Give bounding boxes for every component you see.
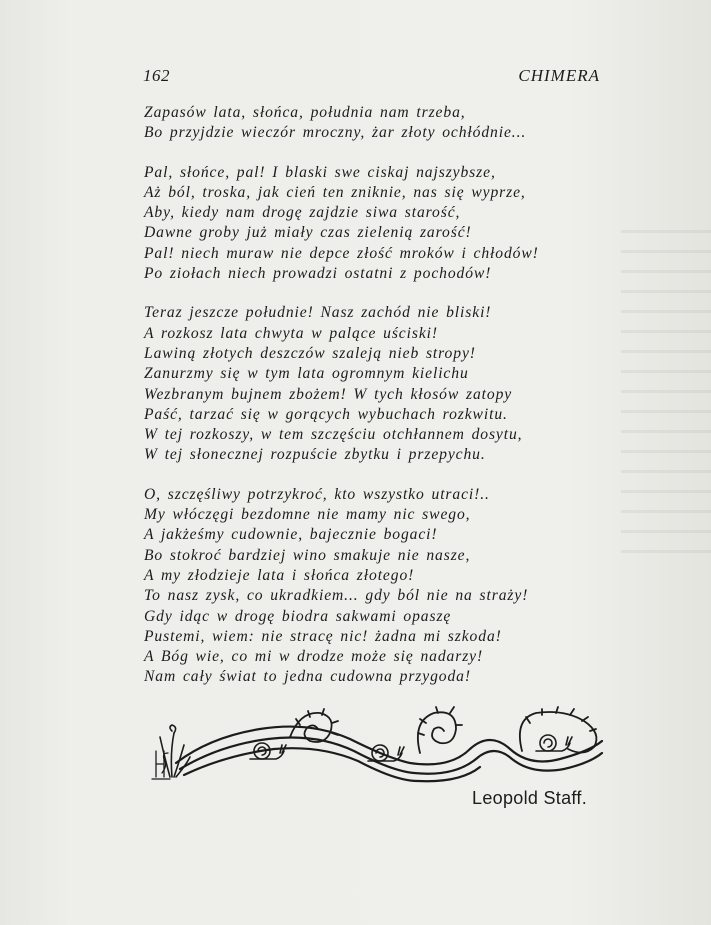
verse-line: Wezbranym bujnem zbożem! W tych kłosów zatopy bbox=[144, 385, 513, 403]
verse-line: Paść, tarzać się w gorących wybuchach rozkwitu. bbox=[144, 405, 508, 423]
verse-line: Zanurzmy się w tym lata ogromnym kielichu bbox=[144, 365, 469, 383]
verse-line: Po ziołach niech prowadzi ostatni z pochodów! bbox=[144, 265, 492, 283]
stanza-4 bbox=[144, 485, 604, 688]
verse-line: A rozkosz lata chwyta w palące uściski! bbox=[144, 324, 438, 342]
verse-line: Pustemi, wiem: nie stracę nic! żadna mi szkoda! bbox=[144, 627, 502, 645]
verse-line: Bo stokroć bardziej wino smakuje nie nasze, bbox=[144, 546, 471, 564]
verse-line: A my złodzieje lata i słońca złotego! bbox=[144, 566, 415, 584]
verse-line: Bo przyjdzie wieczór mroczny, żar złoty ochłódnie... bbox=[144, 124, 527, 142]
stanza-1 bbox=[144, 103, 604, 144]
snail-icon bbox=[536, 735, 572, 751]
snail-icon bbox=[368, 745, 404, 761]
verse-line: To nasz zysk, co ukradkiem... gdy ból nie na straży! bbox=[144, 587, 529, 605]
verse-line: Zapasów lata, słońca, południa nam trzeba, bbox=[144, 104, 466, 121]
poem bbox=[144, 103, 604, 707]
verse-line: Nam cały świat to jedna cudowna przygoda! bbox=[144, 668, 471, 686]
running-head: CHIMERA bbox=[518, 66, 600, 85]
verse-line: A Bóg wie, co mi w drodze może się nadarzy! bbox=[144, 648, 484, 666]
verse-line: W tej słonecznej rozpuście zbytku i przepychu. bbox=[144, 446, 486, 464]
verse-line: Aby, kiedy nam drogę zajdzie siwa starość, bbox=[144, 204, 461, 222]
verse-line: Aż ból, troska, jak cień ten zniknie, nas się wyprze, bbox=[144, 183, 526, 201]
verse-line: Pal! niech muraw nie depce złość mroków i chłodów! bbox=[144, 244, 539, 262]
verse-line: My włóczęgi bezdomne nie mamy nic swego, bbox=[144, 506, 471, 524]
stanza-2 bbox=[144, 163, 604, 285]
verse-line: Lawiną złotych deszczów szaleją nieb stropy! bbox=[144, 344, 476, 362]
verse-line: W tej rozkoszy, w tem szczęściu otchłannem dosytu, bbox=[144, 426, 523, 444]
verse-line: Gdy idąc w drogę biodra sakwami opaszę bbox=[144, 607, 452, 625]
author-signature: Leopold Staff. bbox=[472, 788, 587, 808]
verse-line: Dawne groby już miały czas zielenią zarość! bbox=[144, 224, 472, 242]
vine-snail-ornament bbox=[150, 703, 606, 783]
verse-line: O, szczęśliwy potrzykroć, kto wszystko utraci!.. bbox=[144, 485, 490, 503]
show-through-texture bbox=[621, 230, 711, 570]
stanza-3 bbox=[144, 303, 604, 465]
vine-ribbon bbox=[176, 727, 602, 782]
verse-line: Teraz jeszcze południe! Nasz zachód nie bliski! bbox=[144, 304, 492, 322]
verse-line: Pal, słońce, pal! I blaski swe ciskaj najszybsze, bbox=[144, 163, 496, 181]
page-number: 162 bbox=[143, 66, 170, 85]
verse-line: A jakżeśmy cudownie, bajecznie bogaci! bbox=[144, 526, 438, 544]
